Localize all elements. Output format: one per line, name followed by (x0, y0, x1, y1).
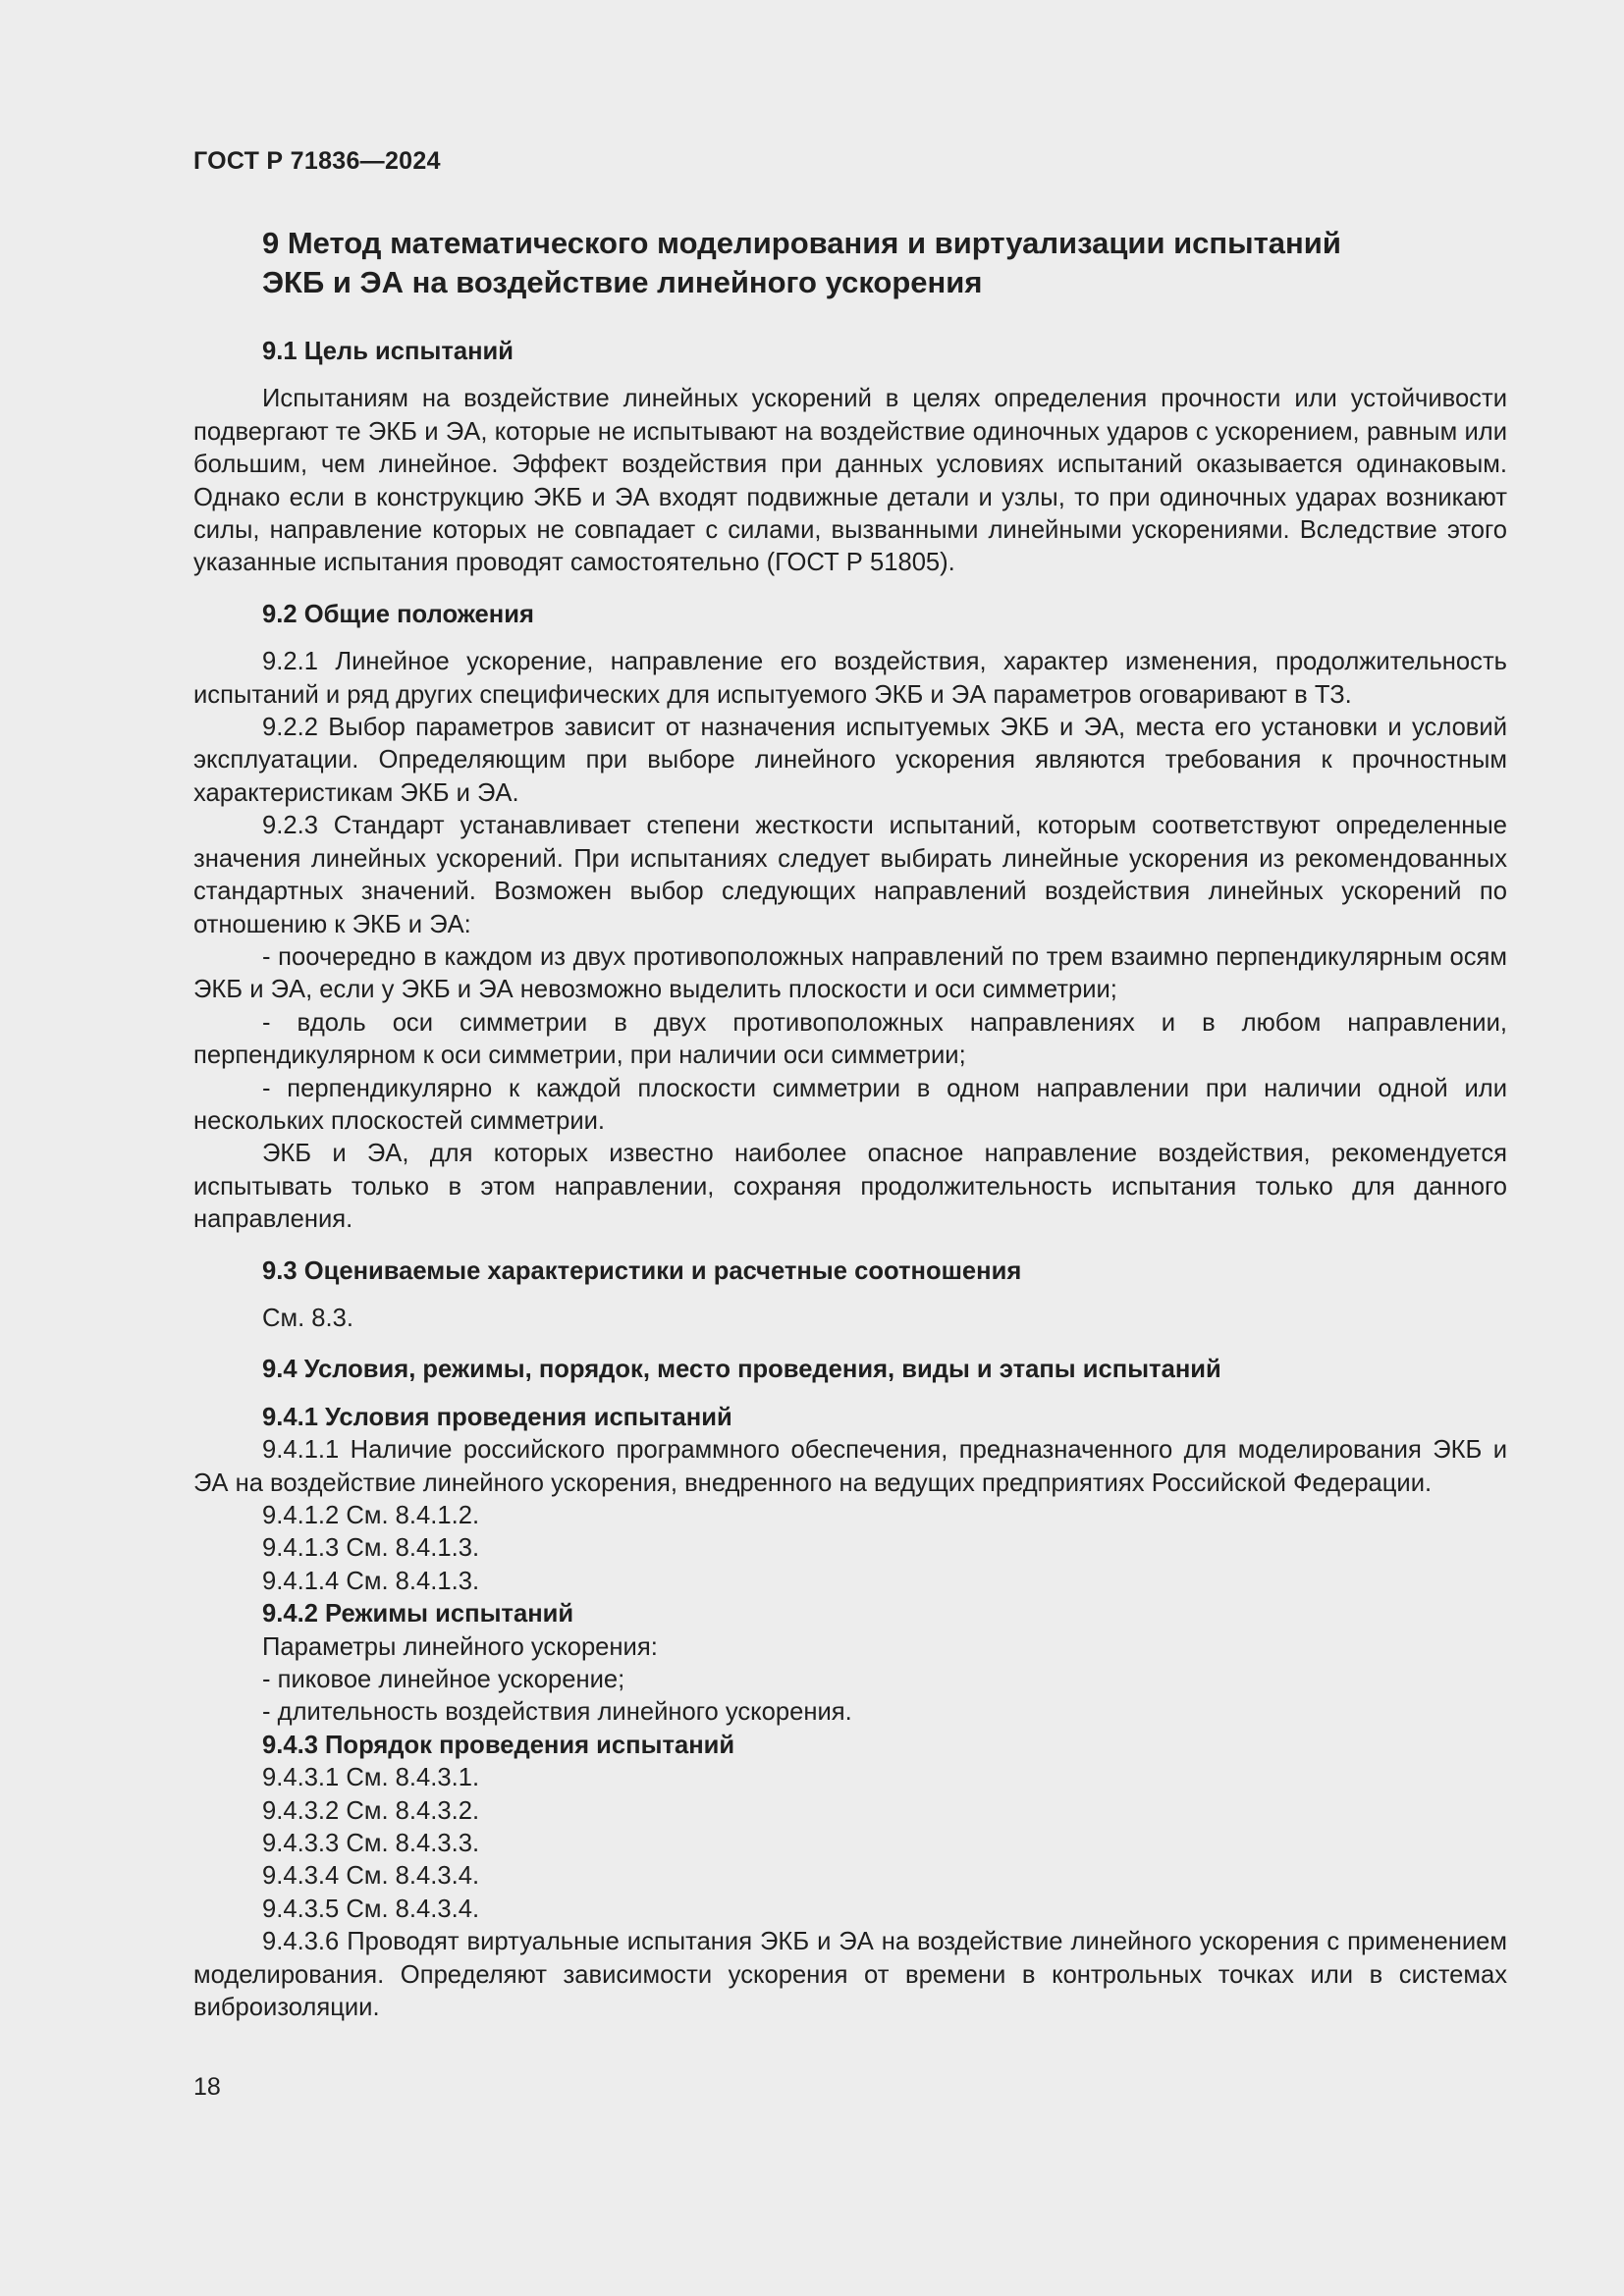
document-code-header: ГОСТ Р 71836—2024 (193, 147, 441, 175)
clause-9-4-3-3: 9.4.3.3 См. 8.4.3.3. (262, 1830, 480, 1858)
dangerous-direction-paragraph: ЭКБ и ЭА, для которых известно наиболее опасное направление воздействия, рекомендуется испытывать только в этом направлении, сохраняя продолжительность испытания только для данного направления. (193, 1140, 1507, 1234)
clause-9-4-3-1: 9.4.3.1 См. 8.4.3.1. (262, 1764, 480, 1792)
parameter-list-item-2: - длительность воздействия линейного ускорения. (262, 1698, 852, 1727)
subsection-9-4-3-heading: 9.4.3 Порядок проведения испытаний (262, 1731, 735, 1759)
page-number: 18 (193, 2073, 221, 2101)
direction-list-item-1: - поочередно в каждом из двух противоположных направлений по трем взаимно перпендикулярным осям ЭКБ и ЭА, если у ЭКБ и ЭА невозможно выделить плоскости и оси симметрии; (193, 942, 1507, 1004)
parameter-list-item-1: - пиковое линейное ускорение; (262, 1666, 625, 1694)
clause-9-4-1-2: 9.4.1.2 См. 8.4.1.2. (262, 1502, 480, 1529)
section-9-3-heading: 9.3 Оцениваемые характеристики и расчетные соотношения (262, 1256, 1022, 1285)
clause-9-4-3-5: 9.4.3.5 См. 8.4.3.4. (262, 1895, 480, 1923)
document-body (193, 224, 1507, 2025)
direction-list-item-2: - вдоль оси симметрии в двух противоположных направлениях и в любом направлении, перпендикулярном к оси симметрии, при наличии оси симметрии; (193, 1008, 1507, 1070)
clause-9-4-1-4: 9.4.1.4 См. 8.4.1.3. (262, 1567, 480, 1595)
subsection-9-4-1-heading: 9.4.1 Условия проведения испытаний (262, 1403, 732, 1431)
clause-9-2-2: 9.2.2 Выбор параметров зависит от назначения испытуемых ЭКБ и ЭА, места его установки и условий эксплуатации. Определяющим при выборе линейного ускорения являются требования к прочностным характеристикам ЭКБ и ЭА. (193, 714, 1507, 807)
section-9-3-reference: См. 8.3. (262, 1304, 353, 1332)
section-9-title-line-2: ЭКБ и ЭА на воздействие линейного ускорения (262, 265, 983, 299)
clause-9-4-1-1: 9.4.1.1 Наличие российского программного обеспечения, предназначенного для моделирования ЭКБ и ЭА на воздействие линейного ускорения, внедренного на ведущих предприятиях Российской Федерации. (193, 1436, 1507, 1497)
parameters-intro: Параметры линейного ускорения: (262, 1632, 658, 1661)
clause-9-4-3-6: 9.4.3.6 Проводят виртуальные испытания ЭКБ и ЭА на воздействие линейного ускорения с применением моделирования. Определяют зависимости ускорения от времени в контрольных точках или в системах виброизоляции. (193, 1928, 1507, 2022)
clause-9-4-3-2: 9.4.3.2 См. 8.4.3.2. (262, 1796, 480, 1825)
clause-9-4-1-3: 9.4.1.3 См. 8.4.1.3. (262, 1534, 480, 1563)
clause-9-2-3: 9.2.3 Стандарт устанавливает степени жесткости испытаний, которым соответствуют определенные значения линейных ускорений. При испытаниях следует выбирать линейные ускорения из рекомендованных стандартных значений. Возможен выбор следующих направлений воздействия линейных ускорений по отношению к ЭКБ и ЭА: (193, 812, 1507, 938)
section-9-1-paragraph: Испытаниям на воздействие линейных ускорений в целях определения прочности или устойчивости подвергают те ЭКБ и ЭА, которые не испытывают на воздействие одиночных ударов с ускорением, равным или большим, чем линейное. Эффект воздействия при данных условиях испытаний оказывается одинаковым. Однако если в конструкцию ЭКБ и ЭА входят подвижные детали и узлы, то при одиночных ударах возникают силы, направление которых не совпадает с силами, вызванными линейными ускорениями. Вследствие этого указанные испытания проводят самостоятельно (ГОСТ Р 51805). (193, 385, 1507, 577)
clause-9-2-1: 9.2.1 Линейное ускорение, направление его воздействия, характер изменения, продолжительность испытаний и ряд других специфических для испытуемого ЭКБ и ЭА параметров оговаривают в ТЗ. (193, 648, 1507, 709)
section-9-2-heading: 9.2 Общие положения (262, 600, 534, 628)
clause-9-4-3-4: 9.4.3.4 См. 8.4.3.4. (262, 1862, 480, 1891)
section-9-title-line-1: 9 Метод математического моделирования и виртуализации испытаний (262, 226, 1341, 260)
section-9-4-heading: 9.4 Условия, режимы, порядок, место проведения, виды и этапы испытаний (262, 1356, 1221, 1384)
section-9-1-heading: 9.1 Цель испытаний (262, 338, 514, 365)
section-9-title (193, 224, 1507, 302)
direction-list-item-3: - перпендикулярно к каждой плоскости симметрии в одном направлении при наличии одной или нескольких плоскостей симметрии. (193, 1074, 1507, 1135)
subsection-9-4-2-heading: 9.4.2 Режимы испытаний (262, 1600, 574, 1629)
